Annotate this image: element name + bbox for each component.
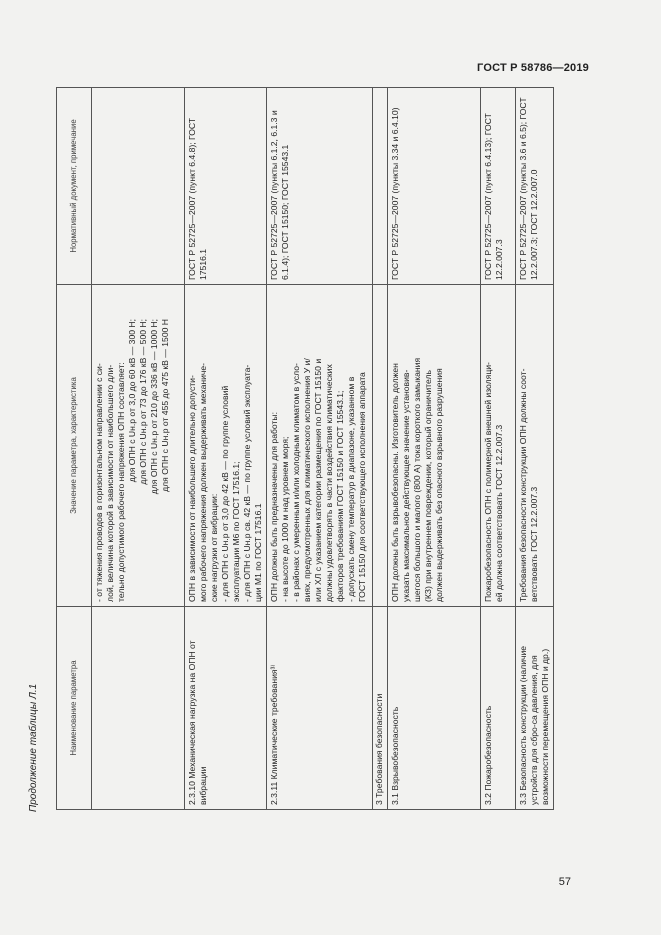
value-line: ОПН должны быть предназначены для работы: — [269, 412, 279, 602]
table-header-row — [57, 88, 92, 810]
value-line: для ОПН с Uн.р от 210 до 336 кВ — 1000 Н; — [149, 319, 159, 495]
row-value — [185, 285, 267, 607]
row-value — [516, 285, 554, 607]
value-line: - на высоте до 1000 м над уровнем моря; — [280, 436, 290, 602]
row-name: 3.2 Пожаробезопасность — [481, 607, 516, 810]
value-line: или ХЛ с указанием категории размещения по ГОСТ 15150 и — [313, 358, 323, 602]
table-continuation-caption: Продолжение таблицы Л.1 — [28, 683, 39, 812]
value-line: для ОПН с Uн.р от 455 до 475 кВ — 1500 Н — [160, 319, 170, 492]
section-title: 3 Требования безопасности — [373, 607, 388, 810]
row-value — [267, 285, 373, 607]
table-row — [516, 88, 554, 810]
value-line: виях, предусмотренных для климатического исполнения У и/ — [302, 358, 312, 602]
row-note: ГОСТ Р 52725—2007 (пункт 6.4.13); ГОСТ 12.2.007.3 — [481, 88, 516, 285]
value-line: - для ОПН с Uн.р от 3,0 до 42 кВ — по группе условий — [220, 385, 230, 602]
row-value — [388, 285, 481, 607]
table-row — [92, 88, 185, 810]
value-line: факторов требованиям ГОСТ 15150 и ГОСТ 15543.1; — [335, 390, 345, 602]
standard-header: ГОСТ Р 58786—2019 — [477, 62, 589, 74]
value-line: ГОСТ 15150 для соответствующего исполнения аппарата — [357, 372, 367, 602]
requirements-table — [56, 87, 554, 810]
value-line: тельно допустимого рабочего напряжения ОПН составляет: — [116, 362, 126, 602]
row-note: ГОСТ Р 52725—2007 (пункт 6.4.8); ГОСТ 17516.1 — [185, 88, 267, 285]
row-note: ГОСТ Р 52725—2007 (пункты 6.1.2, 6.1.3 и 6.1.4); ГОСТ 15150; ГОСТ 15543.1 — [267, 88, 373, 285]
row-name: 3.3 Безопасность конструкции (наличие устройств для сбро-са давления, для возможности перемещения ОПН и др.) — [516, 607, 554, 810]
row-note — [92, 88, 185, 285]
row-note — [373, 88, 388, 285]
row-value — [481, 285, 516, 607]
value-line: для ОПН с Uн.р от 3,0 до 60 кВ — 300 Н; — [127, 319, 137, 483]
row-name: 2.3.11 Климатические требования³⁾ — [267, 607, 373, 810]
value-line: эксплуатации М6 по ГОСТ 17516.1; — [231, 461, 241, 602]
column-header-note: Нормативный документ, примечание — [57, 88, 92, 285]
table-row — [388, 88, 481, 810]
value-line: ОПН в зависимости от наибольшего длительно допусти- — [187, 375, 197, 602]
value-line: Требования безопасности конструкции ОПН должны соот- — [518, 368, 528, 602]
value-line: ветствовать ГОСТ 12.2.007.3 — [529, 486, 539, 602]
value-line: для ОПН с Uн.р от 73 до 176 кВ — 500 Н; — [138, 319, 148, 485]
value-line: - для ОПН с Uн.р св. 42 кВ — по группе условий эксплуата- — [242, 364, 252, 602]
value-line: - в районах с умеренным и/или холодным климатом в усло- — [291, 363, 301, 602]
row-value — [92, 285, 185, 607]
value-line: должны удовлетворять в части воздействия климатических — [324, 364, 334, 602]
row-name: 3.1 Взрывобезопасность — [388, 607, 481, 810]
table-row — [481, 88, 516, 810]
value-line: ей должна соответствовать ГОСТ 12.2.007.3 — [494, 424, 504, 602]
table-row — [185, 88, 267, 810]
column-header-name: Наименование параметра — [57, 607, 92, 810]
value-line: указать максимальное действующее значение установив- — [401, 369, 411, 602]
column-header-value: Значение параметра, характеристика — [57, 285, 92, 607]
section-row — [373, 88, 388, 810]
row-name — [92, 607, 185, 810]
value-line: - допускать смену температур в диапазоне, указанном в — [346, 376, 356, 602]
value-line: должен выдерживать без опасного взрывного разрушения — [434, 368, 444, 602]
value-line: - от тяжения проводов в горизонтальном направлении с си- — [94, 363, 104, 602]
value-line: мого рабочего напряжения должен выдерживать механиче- — [198, 362, 208, 602]
row-value — [373, 285, 388, 607]
value-line: ции М1 по ГОСТ 17516.1 — [253, 503, 263, 602]
value-line: шегося большого и малого (800 А) тока короткого замыкания — [412, 357, 422, 602]
row-note: ГОСТ Р 52725—2007 (пункты 3.6 и 6.5); ГОСТ 12.2.007.3; ГОСТ 12.2.007.0 — [516, 88, 554, 285]
value-line: лой, величина которой в зависимости от наибольшего дли- — [105, 364, 115, 602]
value-line: (КЗ) при внутреннем повреждении, который ограничитель — [423, 370, 433, 602]
row-note: ГОСТ Р 52725—2007 (пункты 3.34 и 6.4.10) — [388, 88, 481, 285]
value-line: ские нагрузки от вибрации: — [209, 493, 219, 602]
value-line: Пожаробезопасность ОПН с полимерной внешней изоляци- — [483, 362, 493, 602]
value-line: ОПН должны быть взрывобезопасны. Изготовитель должен — [390, 363, 400, 602]
row-name: 2.3.10 Механическая нагрузка на ОПН от вибрации — [185, 607, 267, 810]
page-number: 57 — [558, 876, 571, 888]
requirements-table-rotated — [56, 88, 550, 810]
table-row — [267, 88, 373, 810]
